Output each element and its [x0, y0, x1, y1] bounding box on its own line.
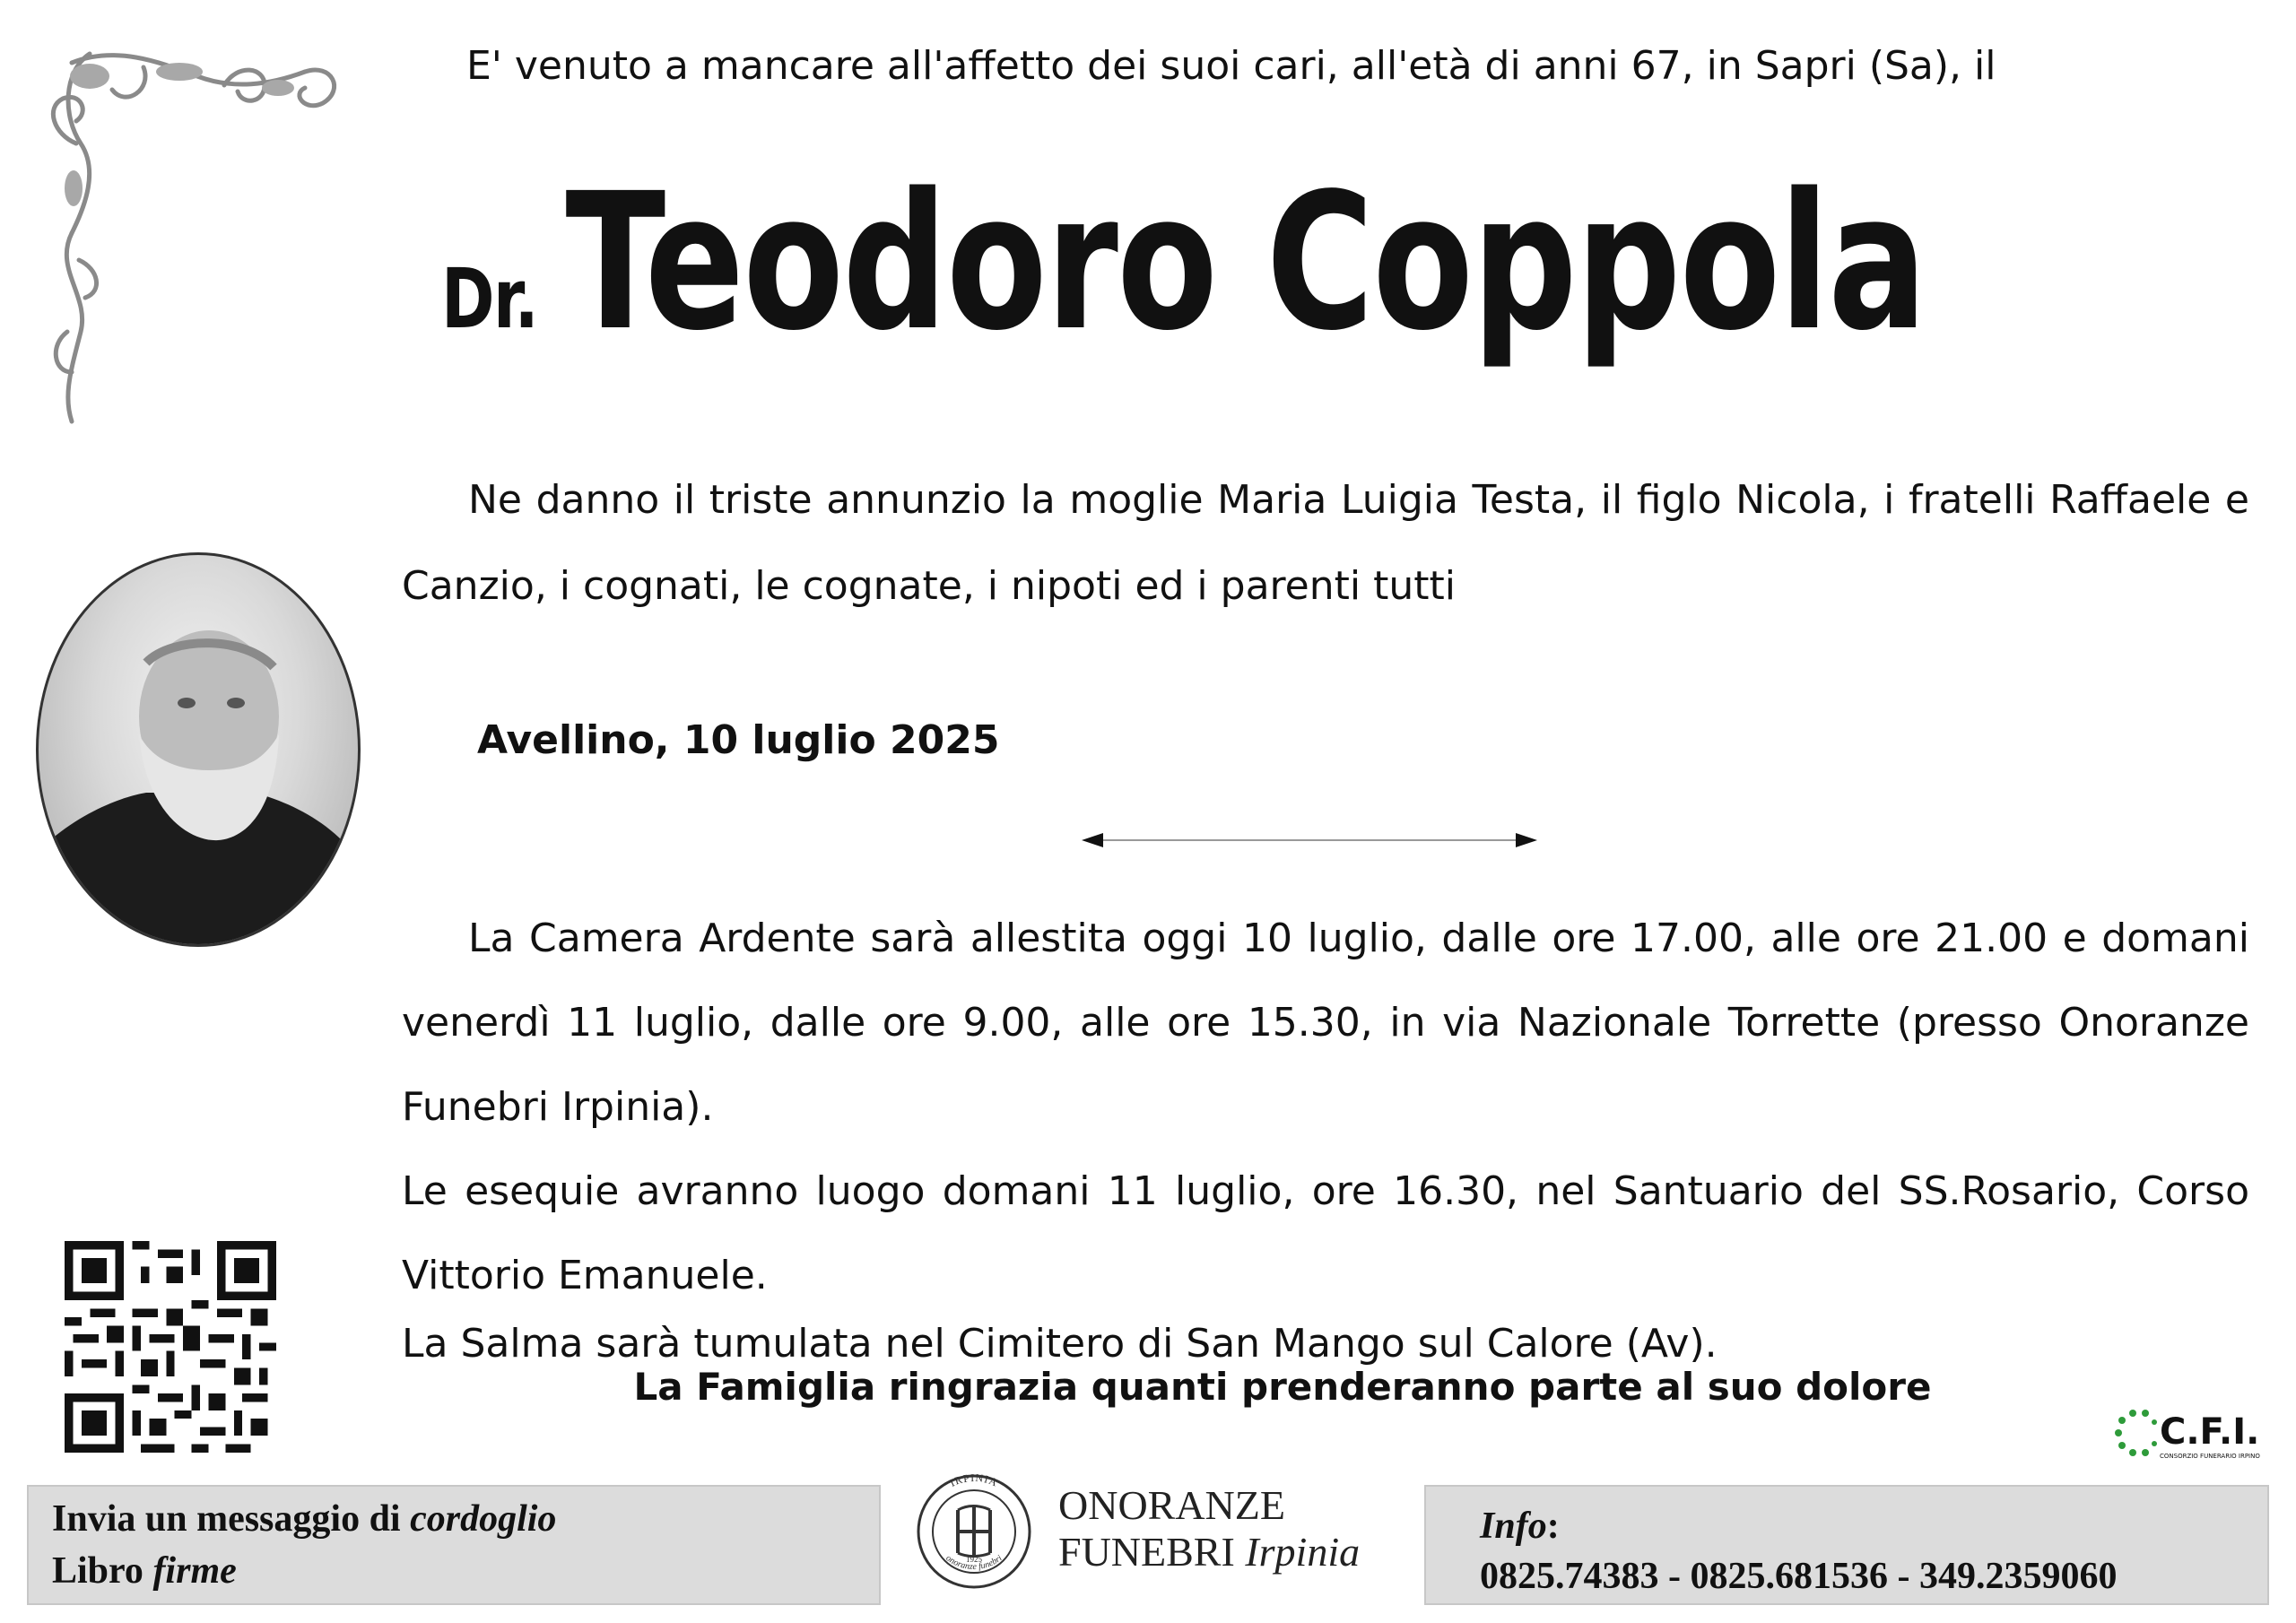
brand-name-line1: ONORANZE: [1058, 1482, 1285, 1528]
place-date: Avellino, 10 luglio 2025: [477, 717, 1000, 763]
funeral-home-emblem-icon: [911, 1454, 1037, 1598]
camera-ardente-text: La Camera Ardente sarà allestita oggi 10 luglio, dalle ore 17.00, alle ore 21.00 e domani venerdì 11 luglio, dalle ore 9.00, alle ore 15.30, in via Nazionale Torrette (presso Onoranze Funebri Irpinia).: [402, 916, 2249, 1130]
brand-name-line2: FUNEBRI Irpinia: [1058, 1529, 1361, 1575]
deceased-name-heading: [288, 152, 2079, 372]
esequie-paragraph: Le esequie avranno luogo domani 11 luglio, ore 16.30, nel Santuario del SS.Rosario, Corso Vittorio Emanuele.: [402, 1168, 2249, 1298]
svg-text:IRPINIA: IRPINIA: [947, 1471, 1000, 1489]
info-label: Info:: [1480, 1506, 1560, 1547]
svg-text:1925: 1925: [966, 1555, 982, 1564]
double-arrow-divider-icon: [1076, 827, 1543, 854]
send-condolence-link[interactable]: Invia un messaggio di cordoglio: [52, 1498, 557, 1540]
svg-text:onoranze funebri: onoranze funebri: [944, 1553, 1004, 1573]
portrait: [36, 552, 361, 947]
contact-info-box: [1424, 1485, 2269, 1605]
condolence-box[interactable]: [27, 1485, 881, 1605]
salma-paragraph: La Salma sarà tumulata nel Cimitero di San Mango sul Calore (Av).: [402, 1321, 1718, 1367]
cfi-logo-icon: [2113, 1401, 2283, 1463]
deceased-name: Teodoro Coppola: [565, 152, 1926, 372]
camera-ardente-paragraph: [402, 897, 2249, 1150]
announcement-text: Ne danno il triste annunzio la moglie Maria Luigia Testa, il figlo Nicola, i fratelli Raffaele e Canzio, i cognati, le cognate, i nipoti ed i parenti tutti: [402, 477, 2249, 609]
svg-text:CONSORZIO FUNERARIO IRPINO: CONSORZIO FUNERARIO IRPINO: [2160, 1453, 2260, 1460]
portrait-icon: [39, 555, 358, 944]
intro-text: E' venuto a mancare all'affetto dei suoi cari, all'età di anni 67, in Sapri (Sa), il: [466, 43, 1996, 89]
announcement-paragraph: [402, 457, 2249, 629]
svg-text:C.F.I.: C.F.I.: [2160, 1411, 2260, 1453]
guestbook-link[interactable]: Libro firme: [52, 1550, 237, 1592]
qr-code-icon[interactable]: [65, 1241, 276, 1453]
phone-numbers[interactable]: 0825.74383 - 0825.681536 - 349.2359060: [1480, 1556, 2118, 1597]
family-thanks: La Famiglia ringrazia quanti prenderanno parte al suo dolore: [633, 1365, 1932, 1409]
honorific-title: Dr.: [440, 251, 538, 347]
